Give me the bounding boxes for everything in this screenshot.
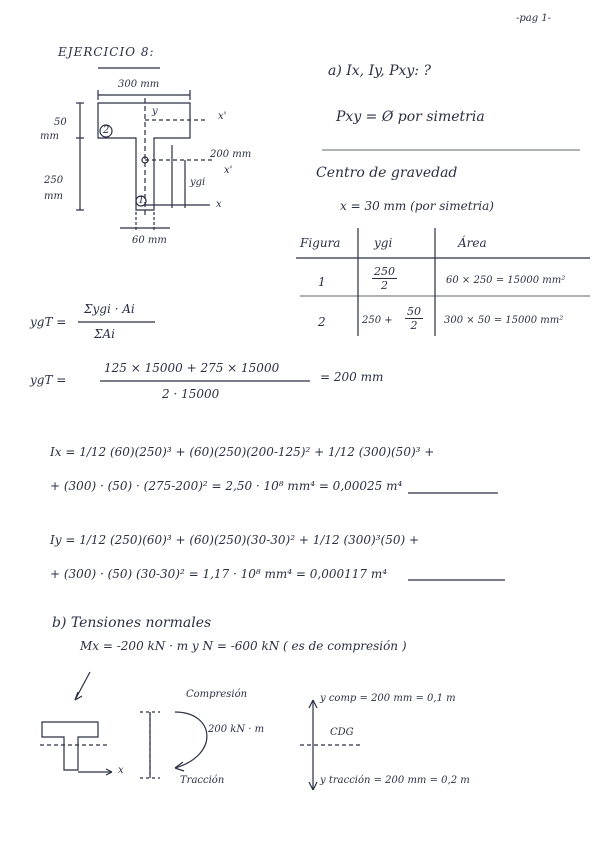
pxy-statement: Pxy = Ø por simetria	[336, 109, 485, 125]
ix-line-2: + (300) · (50) · (275-200)² = 2,50 · 10⁸ mm⁴ = 0,00025 m⁴	[50, 479, 403, 493]
dim-web-unit: mm	[44, 191, 63, 202]
ycg-num-1: Σygi · Ai	[84, 302, 135, 316]
table-row-2-ygi: $\frac{50}{2}$	[407, 305, 421, 332]
dim-flange-h: 50	[54, 117, 67, 128]
ycg-label-1: ygT =	[30, 315, 67, 329]
traccion-label: Tracción	[180, 775, 225, 786]
ycg-result: = 200 mm	[320, 370, 384, 384]
table-header-ygi: ygi	[374, 236, 393, 250]
axis-y: y	[152, 106, 158, 117]
iy-line-2: + (300) · (50) (30-30)² = 1,17 · 10⁸ mm⁴ = 0,000117 m⁴	[50, 567, 388, 581]
axis-x-prime-1: x'	[218, 111, 227, 122]
table-row-1-fig: 1	[318, 275, 326, 289]
ycg-label-2: ygT =	[30, 373, 67, 387]
table-row-2-ygi-pre: 250 +	[362, 315, 393, 326]
table-row-2-fig: 2	[318, 315, 326, 329]
table-row-2-area: 300 × 50 = 15000 mm²	[444, 315, 564, 326]
part-b-loads: Mx = -200 kN · m y N = -600 kN ( es de compresión )	[80, 639, 407, 653]
iy-line-1: Iy = 1/12 (250)(60)³ + (60)(250)(30-30)² + 1/12 (300)³(50) +	[50, 533, 420, 547]
page-label: -pag 1-	[516, 13, 552, 24]
dim-flange-unit: mm	[40, 131, 59, 142]
dim-web-h: 250	[44, 175, 64, 186]
dim-width-top: 300 mm	[118, 79, 160, 90]
part-b-heading: b) Tensiones normales	[52, 615, 212, 631]
axis-x: x	[216, 199, 222, 210]
cg-title: Centro de gravedad	[316, 165, 458, 181]
ygi-label: ygi	[190, 177, 206, 188]
moment-label: 200 kN · m	[208, 724, 265, 735]
stress-curve	[175, 712, 207, 768]
dim-ycg: 200 mm	[210, 149, 252, 160]
cdg-label: CDG	[330, 727, 354, 738]
table-header-area: Área	[458, 236, 487, 250]
ycg-num-2: 125 × 15000 + 275 × 15000	[104, 361, 280, 375]
ycg-den-2: 2 · 15000	[162, 387, 220, 401]
table-row-1-ygi: $\frac{250}{2}$	[374, 265, 395, 292]
x-value: x = 30 mm (por simetria)	[340, 199, 494, 213]
dim-web-width: 60 mm	[132, 235, 167, 246]
bottom-t-section	[42, 722, 98, 770]
exercise-title: EJERCICIO 8:	[58, 45, 155, 59]
part-a-heading: a) Ix, Iy, Pxy: ?	[328, 63, 431, 79]
fig-1-label: 1	[138, 195, 145, 206]
t-section-outline	[98, 103, 190, 210]
ytrac-label: y tracción = 200 mm = 0,2 m	[320, 775, 470, 786]
axis-x-prime-2: x'	[224, 165, 233, 176]
table-row-1-area: 60 × 250 = 15000 mm²	[446, 275, 566, 286]
ix-line-1: Ix = 1/12 (60)(250)³ + (60)(250)(200-125)² + 1/12 (300)(50)³ +	[50, 445, 435, 459]
fig-2-label: 2	[103, 125, 110, 136]
compresion-label: Compresión	[186, 689, 248, 700]
ycomp-label: y comp = 200 mm = 0,1 m	[320, 693, 456, 704]
ycg-den-1: ΣAi	[94, 327, 115, 341]
table-header-figura: Figura	[300, 236, 341, 250]
bottom-axis-x: x	[118, 765, 124, 776]
